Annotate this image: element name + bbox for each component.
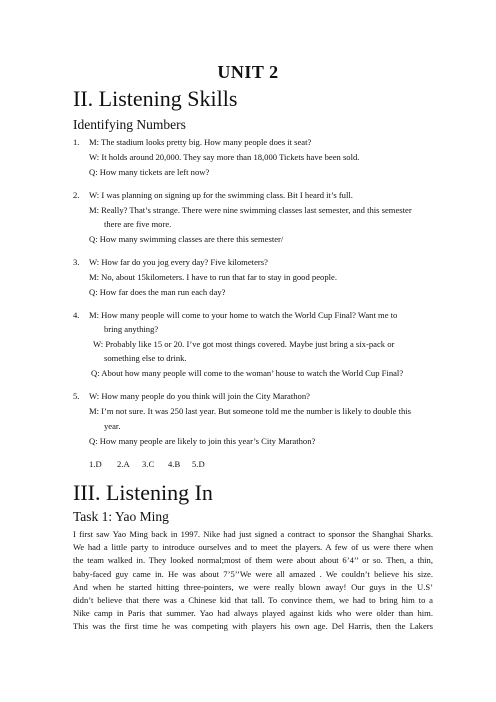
dialogue-line: W: I was planning on signing up for the swimming class. Bit I heard it’s full. bbox=[89, 190, 353, 200]
dialogue-line: W: Probably like 15 or 20. I’ve got most things covered. Maybe just bring a six-pack or bbox=[93, 339, 395, 349]
dialogue-line: M: The stadium looks pretty big. How many people does it seat? bbox=[89, 137, 312, 147]
question-line: Q: About how many people will come to the woman’ house to watch the World Cup Final? bbox=[91, 368, 404, 378]
dialogue-line-continued: year. bbox=[104, 421, 121, 431]
passage-line: This was the first time he was competing with players his own age. Del Harris, then the Lakers bbox=[73, 621, 433, 632]
dialogue-line-continued: there are five more. bbox=[104, 219, 172, 229]
dialogue-line: W: It holds around 20,000. They say more than 18,000 Tickets have been sold. bbox=[89, 152, 360, 162]
answer: 3.C bbox=[142, 459, 155, 469]
subheading-identifying-numbers: Identifying Numbers bbox=[73, 117, 186, 132]
dialogue-line: W: How many people do you think will join the City Marathon? bbox=[89, 391, 310, 401]
answer: 5.D bbox=[192, 459, 205, 469]
dialogue-line: M: I’m not sure. It was 250 last year. But someone told me the number is likely to double this bbox=[89, 406, 411, 416]
question-line: Q: How many swimming classes are there this semester/ bbox=[89, 234, 284, 244]
dialogue-line: M: Really? That’s strange. There were nine swimming classes last semester, and this semester bbox=[89, 205, 412, 215]
section-heading-listening-skills: II. Listening Skills bbox=[73, 86, 238, 111]
item-number: 5. bbox=[73, 391, 80, 401]
item-number: 4. bbox=[73, 310, 80, 320]
question-line: Q: How far does the man run each day? bbox=[89, 287, 226, 297]
dialogue-line: M: How many people will come to your home to watch the World Cup Final? Want me to bbox=[89, 310, 398, 320]
dialogue-line: W: How far do you jog every day? Five kilometers? bbox=[89, 257, 268, 267]
question-line: Q: How many people are likely to join this year’s City Marathon? bbox=[89, 436, 316, 446]
task-title: Task 1: Yao Ming bbox=[73, 509, 169, 524]
passage-line: Nike camp in Paris that summer. Yao had always played against kids who were older than him. bbox=[73, 608, 433, 619]
section-heading-listening-in: III. Listening In bbox=[73, 480, 213, 505]
question-line: Q: How many tickets are left now? bbox=[89, 167, 210, 177]
passage-line: We had a little party to introduce ourselves and to meet the players. A few of us were there when bbox=[73, 542, 433, 553]
passage-line: I first saw Yao Ming back in 1997. Nike had just signed a contract to sponsor the Shanghai Sharks. bbox=[73, 529, 433, 539]
item-number: 3. bbox=[73, 257, 80, 267]
passage-line: baby-faced guy came in. He was about 7’5’’We were all amazed . We couldn’t believe his size. bbox=[73, 568, 433, 579]
answer: 1.D bbox=[89, 459, 102, 469]
item-number: 1. bbox=[73, 137, 80, 147]
passage-line: didn’t believe that there was a Chinese kid that tall. To convince them, we had to bring him to a bbox=[73, 595, 433, 606]
passage-paragraph bbox=[73, 528, 433, 634]
dialogue-line-continued: bring anything? bbox=[104, 324, 159, 334]
dialogue-line-continued: something else to drink. bbox=[104, 353, 187, 363]
unit-title: UNIT 2 bbox=[217, 62, 279, 82]
passage-line: the team walked in. They looked normal;most of them were about about 6’4’’ or so. Then, a thin, bbox=[73, 555, 433, 566]
passage-line: And when he started hitting three-pointers, we were really blown away! Our guys in the U.S’ bbox=[73, 581, 433, 592]
item-number: 2. bbox=[73, 190, 80, 200]
answer: 2.A bbox=[117, 459, 130, 469]
dialogue-line: M: No, about 15kilometers. I have to run that far to stay in good people. bbox=[89, 272, 337, 282]
answer: 4.B bbox=[168, 459, 181, 469]
